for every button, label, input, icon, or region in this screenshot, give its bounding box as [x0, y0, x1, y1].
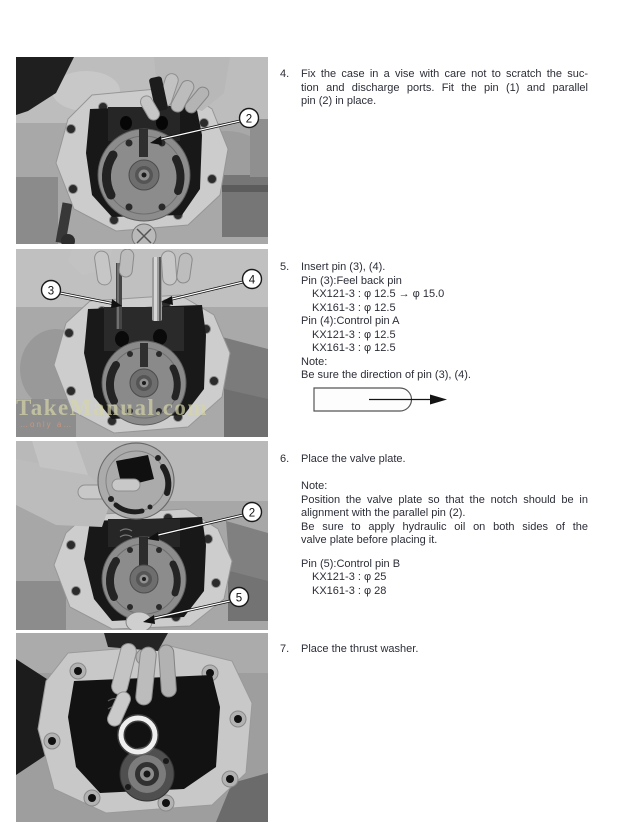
watermark-subtext: …only a… — [20, 420, 74, 429]
pump-case-photo-4 — [16, 633, 268, 822]
cylinder-block — [98, 129, 190, 221]
pin-3-spec: KX161-3 : φ 12.5 — [312, 301, 396, 314]
vise-jaw — [226, 521, 268, 621]
cylinder-block — [102, 341, 186, 425]
step-5-number: 5. — [280, 261, 290, 273]
pin-4 — [152, 257, 162, 321]
watermark-text: TakeManual.com — [16, 395, 209, 420]
pin-4-spec: KX121-3 : φ 12.5 — [312, 328, 396, 341]
pin-5-spec: KX161-3 : φ 28 — [312, 584, 387, 597]
valve-plate — [98, 443, 174, 519]
photo-fit-parallel-pin — [16, 57, 268, 244]
step-7 — [280, 643, 588, 657]
thumb — [112, 479, 140, 491]
cylinder-block — [102, 537, 186, 621]
step-4 — [280, 68, 588, 109]
pump-case — [54, 509, 232, 630]
pin-direction-diagram — [313, 386, 449, 416]
step-4-line: pin (2) in place. — [301, 95, 377, 107]
photo-place-valve-plate — [16, 441, 268, 630]
photo-insert-pins — [16, 249, 268, 437]
note-line: Position the valve plate so that the notch should be in — [301, 493, 588, 506]
photo-place-thrust-washer — [16, 633, 268, 822]
coupling-boss — [132, 224, 156, 244]
step-6-number: 6. — [280, 453, 290, 465]
note-text: Be sure the direction of pin (3), (4). — [301, 369, 471, 381]
note-line: alignment with the parallel pin (2). — [301, 507, 466, 519]
pump-case — [54, 295, 230, 433]
pin-3-title: Pin (3):Feel back pin — [301, 274, 402, 287]
step-6 — [280, 453, 588, 598]
pin-5-title: Pin (5):Control pin B — [301, 557, 401, 570]
note-label: Note: — [301, 355, 328, 368]
step-4-number: 4. — [280, 68, 290, 80]
pin-3-spec: KX121-3 : φ 12.5 → φ 15.0 — [312, 288, 445, 300]
direction-arrowhead — [430, 395, 447, 405]
step-7-number: 7. — [280, 643, 290, 655]
step-5-intro: Insert pin (3), (4). — [301, 261, 386, 273]
callout-4-label: 4 — [248, 274, 256, 287]
note-line: Be sure to apply hydraulic oil on both sides of the — [301, 520, 588, 533]
pump-case-photo-1 — [16, 57, 268, 244]
note-line: valve plate before placing it. — [301, 534, 438, 546]
step-5 — [280, 261, 588, 383]
rotary-assembly — [120, 747, 174, 801]
pin-5-spec: KX121-3 : φ 25 — [312, 571, 387, 583]
note-label: Note: — [301, 480, 328, 492]
callout-2-label: 2 — [248, 507, 256, 520]
pump-case-photo-2 — [16, 249, 268, 437]
pin-4-spec: KX161-3 : φ 12.5 — [312, 342, 396, 354]
pump-case-photo-3 — [16, 441, 268, 630]
step-4-line: tion and discharge ports. Fit the pin (1) and parallel — [301, 81, 588, 94]
callout-2-label: 2 — [245, 113, 253, 126]
callout-5-label: 5 — [235, 592, 243, 605]
step-6-intro: Place the valve plate. — [301, 453, 406, 465]
parallel-pin-slot — [139, 129, 148, 157]
pin-4-title: Pin (4):Control pin A — [301, 315, 400, 327]
step-7-text: Place the thrust washer. — [301, 643, 419, 655]
callout-3-label: 3 — [47, 285, 55, 298]
step-4-line: Fix the case in a vise with care not to scratch the suc- — [301, 68, 588, 80]
workbench — [16, 177, 58, 244]
